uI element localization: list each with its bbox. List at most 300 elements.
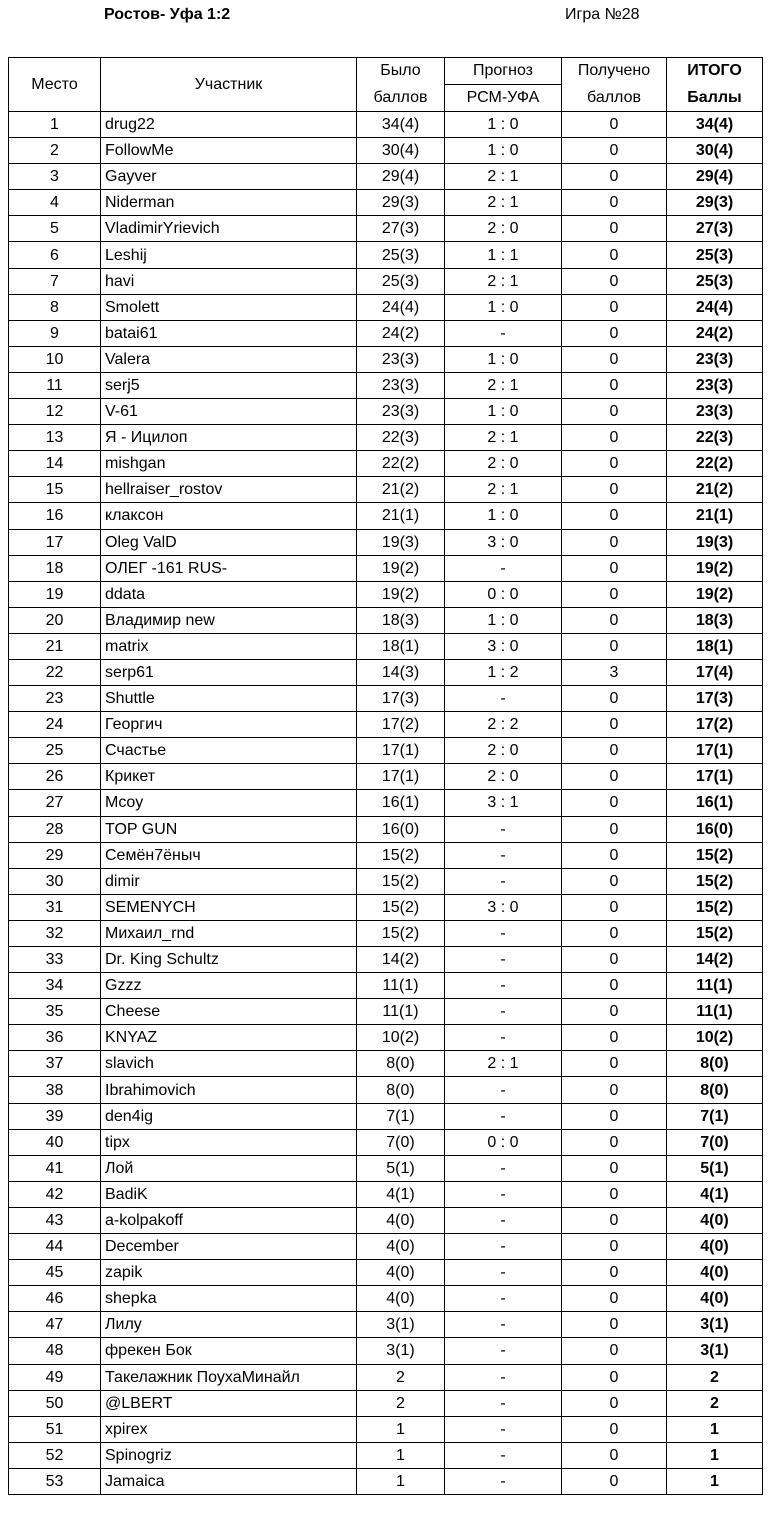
forecast-cell: - [445,1312,562,1338]
had-points-cell: 25(3) [357,268,445,294]
place-cell: 13 [9,425,101,451]
place-cell: 34 [9,973,101,999]
participant-cell: Shuttle [101,686,357,712]
had-points-cell: 18(1) [357,633,445,659]
forecast-cell: 1 : 0 [445,607,562,633]
had-points-cell: 11(1) [357,999,445,1025]
table-row [9,451,763,477]
table-row [9,1234,763,1260]
forecast-cell: 1 : 0 [445,503,562,529]
total-points-cell: 1 [667,1468,763,1494]
forecast-cell: 2 : 1 [445,425,562,451]
total-points-cell: 19(2) [667,581,763,607]
forecast-cell: - [445,1155,562,1181]
game-number: Игра №28 [565,6,640,23]
participant-cell: a-kolpakoff [101,1207,357,1233]
had-points-cell: 17(1) [357,764,445,790]
place-cell: 37 [9,1051,101,1077]
place-cell: 51 [9,1416,101,1442]
got-points-cell: 0 [562,451,667,477]
got-points-cell: 0 [562,1025,667,1051]
total-points-cell: 17(2) [667,712,763,738]
participant-cell: FollowMe [101,138,357,164]
forecast-cell: 3 : 0 [445,633,562,659]
table-row [9,1051,763,1077]
table-row [9,529,763,555]
total-points-cell: 16(0) [667,816,763,842]
total-points-cell: 22(2) [667,451,763,477]
total-points-cell: 17(1) [667,764,763,790]
table-row [9,1390,763,1416]
place-cell: 15 [9,477,101,503]
forecast-cell: 1 : 0 [445,112,562,138]
table-row [9,790,763,816]
table-row [9,1181,763,1207]
got-points-cell: 0 [562,503,667,529]
place-cell: 31 [9,894,101,920]
table-row [9,399,763,425]
place-cell: 33 [9,947,101,973]
forecast-cell: - [445,320,562,346]
table-row [9,242,763,268]
place-cell: 48 [9,1338,101,1364]
had-points-cell: 11(1) [357,973,445,999]
place-cell: 45 [9,1260,101,1286]
forecast-cell: 0 : 0 [445,1129,562,1155]
forecast-cell: - [445,816,562,842]
table-row [9,1103,763,1129]
total-points-cell: 11(1) [667,999,763,1025]
had-points-cell: 29(4) [357,164,445,190]
table-row [9,868,763,894]
had-points-cell: 34(4) [357,112,445,138]
had-points-cell: 4(0) [357,1234,445,1260]
participant-cell: Dr. King Schultz [101,947,357,973]
had-points-cell: 15(2) [357,868,445,894]
place-cell: 41 [9,1155,101,1181]
participant-cell: Leshij [101,242,357,268]
participant-cell: TOP GUN [101,816,357,842]
forecast-cell: 3 : 1 [445,790,562,816]
table-row [9,1129,763,1155]
got-points-cell: 0 [562,1286,667,1312]
table-row [9,842,763,868]
had-points-cell: 29(3) [357,190,445,216]
got-points-cell: 0 [562,790,667,816]
participant-cell: Smolett [101,294,357,320]
got-points-cell: 0 [562,138,667,164]
got-points-cell: 0 [562,372,667,398]
place-cell: 1 [9,112,101,138]
participant-cell: xpirex [101,1416,357,1442]
forecast-cell: 2 : 0 [445,738,562,764]
table-header [9,58,763,112]
total-points-cell: 22(3) [667,425,763,451]
total-points-cell: 23(3) [667,399,763,425]
had-points-cell: 15(2) [357,842,445,868]
got-points-cell: 0 [562,555,667,581]
had-points-cell: 15(2) [357,920,445,946]
participant-cell: Такелажник ПоухаМинайл [101,1364,357,1390]
table-row [9,999,763,1025]
had-points-cell: 5(1) [357,1155,445,1181]
forecast-cell: - [445,1181,562,1207]
total-points-cell: 1 [667,1416,763,1442]
place-cell: 40 [9,1129,101,1155]
participant-cell: Я - Ицилоп [101,425,357,451]
place-cell: 6 [9,242,101,268]
place-cell: 3 [9,164,101,190]
participant-cell: Лой [101,1155,357,1181]
header-got-line1: Получено [562,58,667,85]
had-points-cell: 2 [357,1364,445,1390]
forecast-cell: - [445,1260,562,1286]
had-points-cell: 17(1) [357,738,445,764]
table-row [9,372,763,398]
table-row [9,164,763,190]
participant-cell: Jamaica [101,1468,357,1494]
total-points-cell: 16(1) [667,790,763,816]
participant-cell: SEMENYCH [101,894,357,920]
had-points-cell: 19(2) [357,555,445,581]
had-points-cell: 1 [357,1468,445,1494]
participant-cell: zapik [101,1260,357,1286]
place-cell: 5 [9,216,101,242]
participant-cell: dimir [101,868,357,894]
got-points-cell: 0 [562,842,667,868]
forecast-cell: - [445,1338,562,1364]
got-points-cell: 0 [562,581,667,607]
got-points-cell: 0 [562,894,667,920]
place-cell: 32 [9,920,101,946]
table-row [9,581,763,607]
had-points-cell: 30(4) [357,138,445,164]
participant-cell: slavich [101,1051,357,1077]
header-place: Место [9,58,101,112]
had-points-cell: 23(3) [357,372,445,398]
total-points-cell: 2 [667,1390,763,1416]
header-forecast-line1: Прогноз [445,58,562,85]
place-cell: 42 [9,1181,101,1207]
place-cell: 52 [9,1442,101,1468]
got-points-cell: 0 [562,1181,667,1207]
forecast-cell: - [445,1286,562,1312]
got-points-cell: 0 [562,947,667,973]
table-row [9,816,763,842]
participant-cell: matrix [101,633,357,659]
table-row [9,425,763,451]
table-row [9,294,763,320]
got-points-cell: 0 [562,738,667,764]
place-cell: 22 [9,659,101,685]
had-points-cell: 19(3) [357,529,445,555]
forecast-cell: - [445,920,562,946]
table-row [9,920,763,946]
place-cell: 11 [9,372,101,398]
had-points-cell: 2 [357,1390,445,1416]
place-cell: 16 [9,503,101,529]
got-points-cell: 0 [562,477,667,503]
place-cell: 2 [9,138,101,164]
participant-cell: Gayver [101,164,357,190]
header-total-line1: ИТОГО [667,58,763,85]
participant-cell: tipx [101,1129,357,1155]
total-points-cell: 25(3) [667,242,763,268]
table-row [9,1312,763,1338]
got-points-cell: 0 [562,268,667,294]
got-points-cell: 0 [562,1207,667,1233]
had-points-cell: 4(0) [357,1207,445,1233]
place-cell: 12 [9,399,101,425]
total-points-cell: 21(1) [667,503,763,529]
had-points-cell: 7(0) [357,1129,445,1155]
total-points-cell: 11(1) [667,973,763,999]
got-points-cell: 3 [562,659,667,685]
total-points-cell: 19(2) [667,555,763,581]
forecast-cell: 1 : 0 [445,294,562,320]
table-row [9,346,763,372]
forecast-cell: - [445,1207,562,1233]
forecast-cell: - [445,1364,562,1390]
table-row [9,659,763,685]
header-got-line2: баллов [562,85,667,112]
header-total-line2: Баллы [667,85,763,112]
participant-cell: Ibrahimovich [101,1077,357,1103]
table-row [9,712,763,738]
got-points-cell: 0 [562,1390,667,1416]
table-row [9,686,763,712]
participant-cell: Mcoy [101,790,357,816]
forecast-cell: - [445,842,562,868]
got-points-cell: 0 [562,1364,667,1390]
total-points-cell: 27(3) [667,216,763,242]
participant-cell: December [101,1234,357,1260]
got-points-cell: 0 [562,633,667,659]
had-points-cell: 14(3) [357,659,445,685]
had-points-cell: 24(4) [357,294,445,320]
participant-cell: Cheese [101,999,357,1025]
table-row [9,1338,763,1364]
total-points-cell: 17(3) [667,686,763,712]
had-points-cell: 23(3) [357,399,445,425]
had-points-cell: 24(2) [357,320,445,346]
place-cell: 46 [9,1286,101,1312]
table-row [9,190,763,216]
participant-cell: @LBERT [101,1390,357,1416]
total-points-cell: 4(0) [667,1234,763,1260]
total-points-cell: 7(0) [667,1129,763,1155]
total-points-cell: 24(4) [667,294,763,320]
place-cell: 39 [9,1103,101,1129]
forecast-cell: 1 : 0 [445,138,562,164]
had-points-cell: 17(3) [357,686,445,712]
total-points-cell: 15(2) [667,920,763,946]
forecast-cell: 2 : 1 [445,477,562,503]
total-points-cell: 4(0) [667,1207,763,1233]
participant-cell: V-61 [101,399,357,425]
total-points-cell: 17(1) [667,738,763,764]
total-points-cell: 15(2) [667,842,763,868]
got-points-cell: 0 [562,190,667,216]
got-points-cell: 0 [562,920,667,946]
had-points-cell: 22(3) [357,425,445,451]
place-cell: 38 [9,1077,101,1103]
table-row [9,1364,763,1390]
had-points-cell: 4(1) [357,1181,445,1207]
got-points-cell: 0 [562,973,667,999]
place-cell: 20 [9,607,101,633]
participant-cell: фрекен Бок [101,1338,357,1364]
forecast-cell: 2 : 1 [445,164,562,190]
forecast-cell: - [445,1468,562,1494]
got-points-cell: 0 [562,607,667,633]
participant-cell: drug22 [101,112,357,138]
got-points-cell: 0 [562,425,667,451]
place-cell: 49 [9,1364,101,1390]
got-points-cell: 0 [562,242,667,268]
table-row [9,607,763,633]
got-points-cell: 0 [562,1077,667,1103]
total-points-cell: 34(4) [667,112,763,138]
place-cell: 25 [9,738,101,764]
participant-cell: Spinogriz [101,1442,357,1468]
header-had-line1: Было [357,58,445,85]
forecast-cell: 2 : 1 [445,1051,562,1077]
table-row [9,1025,763,1051]
participant-cell: Gzzz [101,973,357,999]
got-points-cell: 0 [562,764,667,790]
header-participant: Участник [101,58,357,112]
place-cell: 29 [9,842,101,868]
had-points-cell: 1 [357,1416,445,1442]
place-cell: 35 [9,999,101,1025]
total-points-cell: 4(0) [667,1286,763,1312]
had-points-cell: 19(2) [357,581,445,607]
had-points-cell: 7(1) [357,1103,445,1129]
got-points-cell: 0 [562,320,667,346]
place-cell: 9 [9,320,101,346]
table-row [9,894,763,920]
total-points-cell: 7(1) [667,1103,763,1129]
total-points-cell: 21(2) [667,477,763,503]
had-points-cell: 22(2) [357,451,445,477]
table-row [9,1155,763,1181]
got-points-cell: 0 [562,1103,667,1129]
got-points-cell: 0 [562,1129,667,1155]
total-points-cell: 1 [667,1442,763,1468]
table-row [9,738,763,764]
forecast-cell: - [445,868,562,894]
had-points-cell: 10(2) [357,1025,445,1051]
place-cell: 30 [9,868,101,894]
table-row [9,1260,763,1286]
total-points-cell: 25(3) [667,268,763,294]
forecast-cell: - [445,1416,562,1442]
got-points-cell: 0 [562,294,667,320]
got-points-cell: 0 [562,686,667,712]
participant-cell: KNYAZ [101,1025,357,1051]
forecast-cell: 1 : 0 [445,399,562,425]
participant-cell: Oleg ValD [101,529,357,555]
forecast-cell: - [445,1442,562,1468]
forecast-cell: 2 : 1 [445,372,562,398]
participant-cell: Niderman [101,190,357,216]
total-points-cell: 29(4) [667,164,763,190]
participant-cell: ddata [101,581,357,607]
table-row [9,633,763,659]
got-points-cell: 0 [562,1468,667,1494]
got-points-cell: 0 [562,1312,667,1338]
participant-cell: Крикет [101,764,357,790]
had-points-cell: 8(0) [357,1051,445,1077]
place-cell: 7 [9,268,101,294]
got-points-cell: 0 [562,216,667,242]
place-cell: 28 [9,816,101,842]
forecast-cell: 3 : 0 [445,529,562,555]
got-points-cell: 0 [562,1442,667,1468]
forecast-cell: - [445,686,562,712]
had-points-cell: 1 [357,1442,445,1468]
had-points-cell: 27(3) [357,216,445,242]
forecast-cell: 2 : 0 [445,451,562,477]
participant-cell: shepka [101,1286,357,1312]
participant-cell: Valera [101,346,357,372]
table-row [9,268,763,294]
total-points-cell: 2 [667,1364,763,1390]
total-points-cell: 10(2) [667,1025,763,1051]
forecast-cell: - [445,1077,562,1103]
table-row [9,503,763,529]
forecast-cell: 1 : 1 [445,242,562,268]
page-header [0,6,771,30]
got-points-cell: 0 [562,999,667,1025]
total-points-cell: 23(3) [667,372,763,398]
place-cell: 8 [9,294,101,320]
forecast-cell: - [445,1234,562,1260]
table-row [9,1416,763,1442]
got-points-cell: 0 [562,164,667,190]
got-points-cell: 0 [562,399,667,425]
got-points-cell: 0 [562,712,667,738]
had-points-cell: 4(0) [357,1286,445,1312]
forecast-cell: 2 : 0 [445,764,562,790]
place-cell: 17 [9,529,101,555]
place-cell: 53 [9,1468,101,1494]
table-row [9,1207,763,1233]
participant-cell: Михаил_rnd [101,920,357,946]
header-forecast-line2: РСМ-УФА [445,85,562,112]
forecast-cell: - [445,1390,562,1416]
total-points-cell: 15(2) [667,868,763,894]
forecast-cell: 0 : 0 [445,581,562,607]
forecast-cell: 1 : 0 [445,346,562,372]
total-points-cell: 23(3) [667,346,763,372]
table-row [9,764,763,790]
forecast-cell: 1 : 2 [445,659,562,685]
total-points-cell: 3(1) [667,1312,763,1338]
got-points-cell: 0 [562,1234,667,1260]
total-points-cell: 30(4) [667,138,763,164]
place-cell: 26 [9,764,101,790]
table-row [9,1442,763,1468]
got-points-cell: 0 [562,816,667,842]
total-points-cell: 8(0) [667,1051,763,1077]
participant-cell: serj5 [101,372,357,398]
place-cell: 14 [9,451,101,477]
table-row [9,555,763,581]
table-row [9,947,763,973]
total-points-cell: 17(4) [667,659,763,685]
